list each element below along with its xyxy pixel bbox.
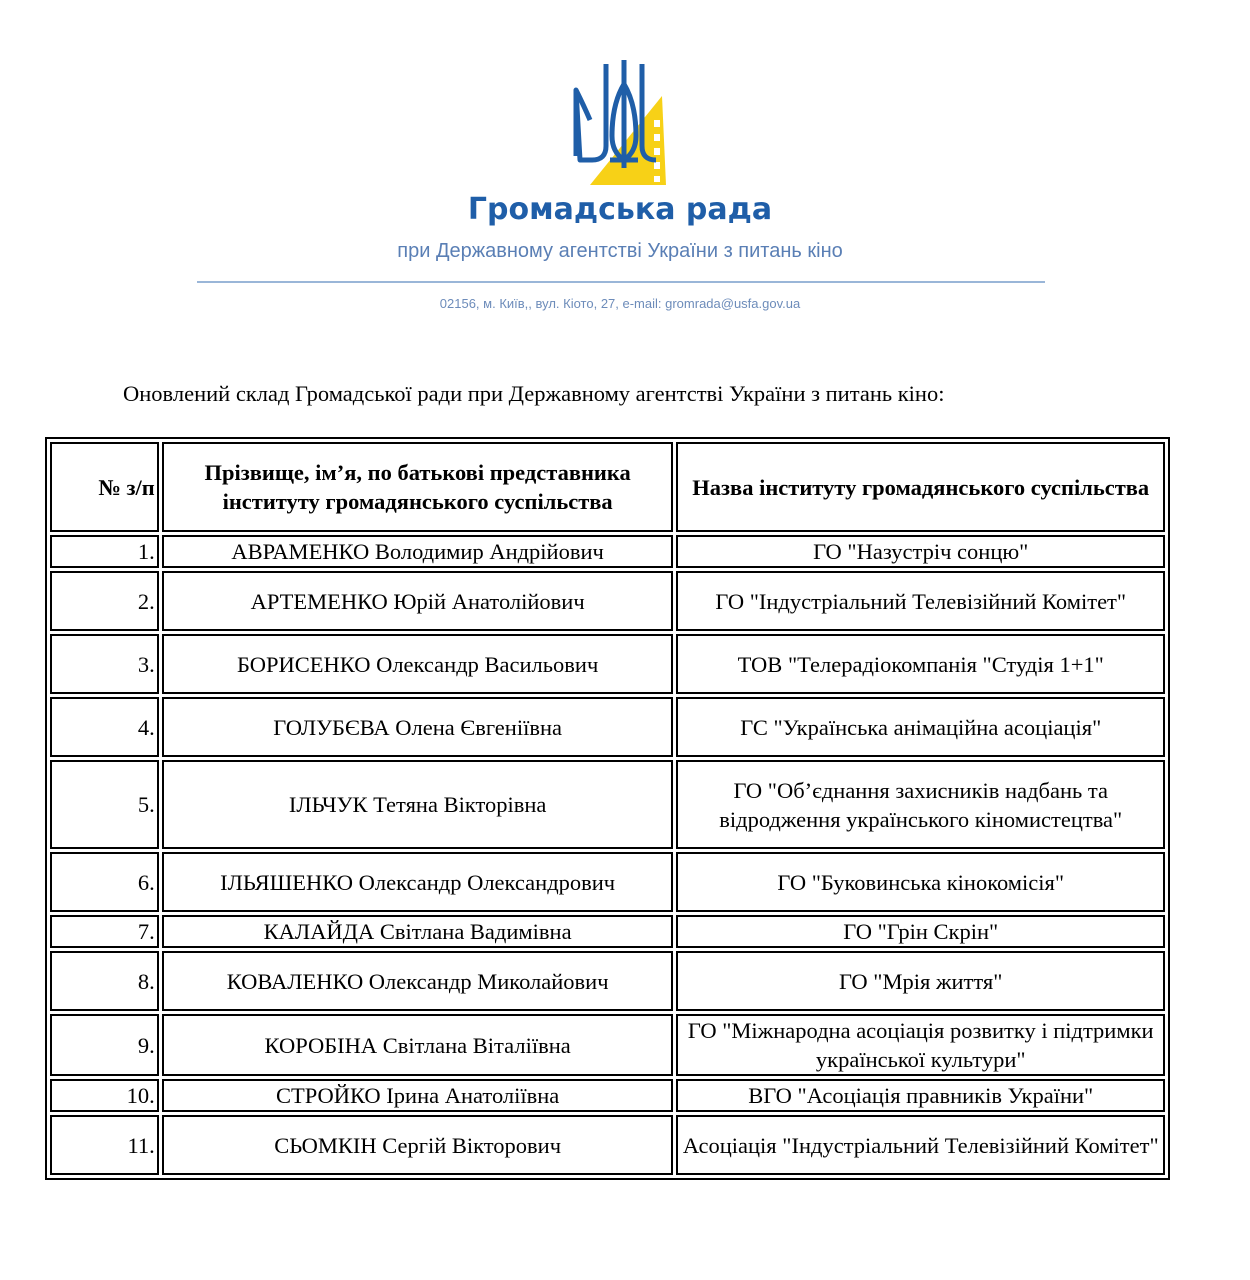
row-name: АВРАМЕНКО Володимир Андрійович — [162, 535, 674, 568]
row-name: АРТЕМЕНКО Юрій Анатолійович — [162, 571, 674, 631]
intro-text: Оновлений склад Громадської ради при Державному агентстві України з питань кіно: — [123, 381, 945, 406]
row-org: ГО "Назустріч сонцю" — [676, 535, 1165, 568]
row-num: 5. — [50, 760, 159, 849]
row-name: ГОЛУБЄВА Олена Євгеніївна — [162, 697, 674, 757]
row-num: 7. — [50, 915, 159, 948]
row-org: ГО "Індустріальний Телевізійний Комітет" — [676, 571, 1165, 631]
members-table — [45, 437, 1170, 1180]
row-org: ГС "Українська анімаційна асоціація" — [676, 697, 1165, 757]
row-org: ТОВ "Телерадіокомпанія "Студія 1+1" — [676, 634, 1165, 694]
row-org: ВГО "Асоціація правників України" — [676, 1079, 1165, 1112]
org-contact: 02156, м. Київ,, вул. Кіото, 27, e-mail: gromrada@usfa.gov.ua — [439, 296, 801, 311]
table-row — [50, 1115, 1165, 1175]
header-name: Прізвище, ім’я, по батькові представника інституту громадянського суспільства — [162, 442, 674, 532]
row-name: СЬОМКІН Сергій Вікторович — [162, 1115, 674, 1175]
table-row — [50, 634, 1165, 694]
org-name: Громадська рада — [467, 192, 773, 227]
table-row — [50, 571, 1165, 631]
row-num: 4. — [50, 697, 159, 757]
table-row — [50, 697, 1165, 757]
row-org: ГО "Грін Скрін" — [676, 915, 1165, 948]
org-subtitle: при Державному агентстві України з питань кіно — [397, 240, 843, 262]
table-row — [50, 951, 1165, 1011]
row-org: Асоціація "Індустріальний Телевізійний Комітет" — [676, 1115, 1165, 1175]
tryzub-film-logo-icon — [570, 60, 675, 192]
row-num: 11. — [50, 1115, 159, 1175]
header-divider — [197, 281, 1045, 283]
row-num: 6. — [50, 852, 159, 912]
header-num: № з/п — [50, 442, 159, 532]
row-name: ІЛЬЯШЕНКО Олександр Олександрович — [162, 852, 674, 912]
row-org: ГО "Мрія життя" — [676, 951, 1165, 1011]
row-name: КОРОБІНА Світлана Віталіївна — [162, 1014, 674, 1076]
row-org: ГО "Об’єднання захисників надбань та відродження українського кіномистецтва" — [676, 760, 1165, 849]
row-num: 2. — [50, 571, 159, 631]
table-row — [50, 760, 1165, 849]
row-name: КОВАЛЕНКО Олександр Миколайович — [162, 951, 674, 1011]
row-name: СТРОЙКО Ірина Анатоліївна — [162, 1079, 674, 1112]
row-org: ГО "Буковинська кінокомісія" — [676, 852, 1165, 912]
table-row — [50, 1014, 1165, 1076]
table-row — [50, 1079, 1165, 1112]
row-num: 10. — [50, 1079, 159, 1112]
table-header-row — [50, 442, 1165, 532]
table-row — [50, 852, 1165, 912]
row-num: 8. — [50, 951, 159, 1011]
row-org: ГО "Міжнародна асоціація розвитку і підтримки української культури" — [676, 1014, 1165, 1076]
header-org: Назва інституту громадянського суспільства — [676, 442, 1165, 532]
row-num: 9. — [50, 1014, 159, 1076]
row-name: ІЛЬЧУК Тетяна Вікторівна — [162, 760, 674, 849]
table-row — [50, 535, 1165, 568]
row-name: БОРИСЕНКО Олександр Васильович — [162, 634, 674, 694]
row-name: КАЛАЙДА Світлана Вадимівна — [162, 915, 674, 948]
table-row — [50, 915, 1165, 948]
row-num: 3. — [50, 634, 159, 694]
row-num: 1. — [50, 535, 159, 568]
